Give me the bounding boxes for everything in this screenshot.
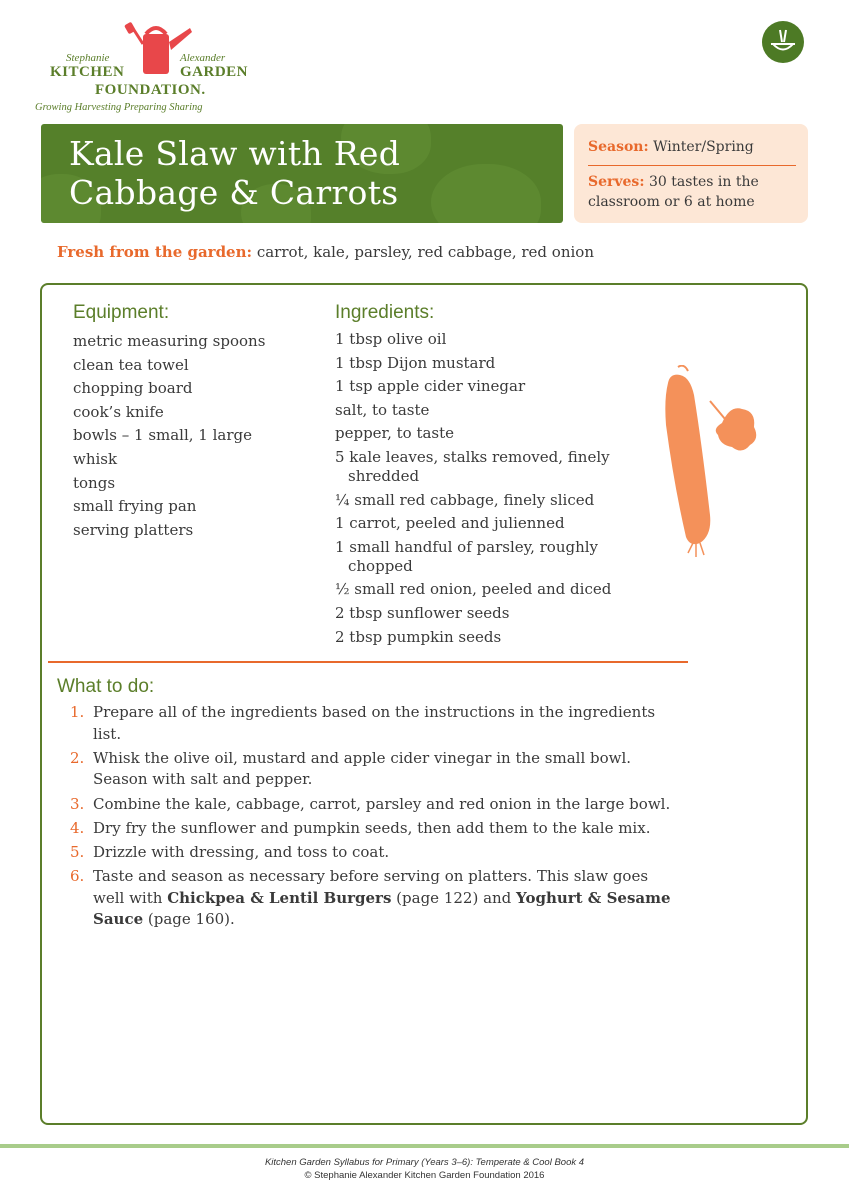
logo-word-kitchen: KITCHEN <box>50 64 125 80</box>
step-number: 4. <box>70 818 85 837</box>
step-item <box>70 702 680 745</box>
list-item: ¼ small red cabbage, finely sliced <box>335 490 595 509</box>
list-item: serving platters <box>73 520 194 539</box>
list-item: 1 tbsp Dijon mustard <box>335 353 496 372</box>
leaf-decoration <box>431 164 541 223</box>
step-item <box>70 866 680 931</box>
method-steps <box>70 702 680 934</box>
ingredients-heading: Ingredients: <box>335 302 435 323</box>
serves-row <box>588 166 796 212</box>
method-heading: What to do: <box>57 676 155 697</box>
list-item: ½ small red onion, peeled and diced <box>335 580 612 599</box>
step-item <box>70 748 680 791</box>
list-item: tongs <box>73 473 116 492</box>
list-item: 5 kale leaves, stalks removed, finely shredded <box>335 447 610 485</box>
carrot-icon <box>665 366 710 557</box>
ingredients-list <box>335 330 625 651</box>
season-label: Season: <box>588 139 649 155</box>
step-text: Whisk the olive oil, mustard and apple cider vinegar in the small bowl. Season with salt and pepper. <box>93 748 632 789</box>
list-item: cook’s knife <box>73 402 164 421</box>
fresh-label: Fresh from the garden: <box>57 243 253 261</box>
step-text: Drizzle with dressing, and toss to coat. <box>93 843 390 862</box>
step-text: (page 122) and <box>391 888 517 907</box>
foundation-logo <box>30 20 270 120</box>
list-item: 2 tbsp pumpkin seeds <box>335 627 502 646</box>
logo-word-foundation: FOUNDATION. <box>95 82 206 98</box>
step-text: Prepare all of the ingredients based on the instructions in the ingredients list. <box>93 703 656 743</box>
step-item <box>70 842 680 864</box>
carrot-parsley-illustration <box>660 365 760 560</box>
list-item: bowls – 1 small, 1 large <box>73 426 253 445</box>
step-item <box>70 818 680 840</box>
list-item: chopping board <box>73 379 193 398</box>
footer-divider <box>0 1144 849 1148</box>
list-item: small frying pan <box>73 497 197 516</box>
list-item: salt, to taste <box>335 400 430 419</box>
list-item: 1 tsp apple cider vinegar <box>335 377 526 396</box>
step-text: Dry fry the sunflower and pumpkin seeds, then add them to the kale mix. <box>93 818 651 837</box>
serves-value: 30 tastes in the classroom or 6 at home <box>588 174 759 210</box>
logo-tagline: Growing Harvesting Preparing Sharing <box>35 102 203 113</box>
step-text: (page 160). <box>143 910 235 929</box>
parsley-icon <box>710 401 756 451</box>
list-item: 1 carrot, peeled and julienned <box>335 514 565 533</box>
step-text: Taste and season as necessary before serving on platters. This slaw goes well with <box>93 867 649 907</box>
recipe-reference: Yoghurt & Sesame Sauce <box>93 888 671 929</box>
list-item: 2 tbsp sunflower seeds <box>335 603 510 622</box>
step-item <box>70 794 680 816</box>
page-title <box>69 134 429 212</box>
title-line-1: Kale Slaw with Red <box>69 134 401 173</box>
logo-script-right: Alexander <box>180 52 226 64</box>
title-banner <box>41 124 563 223</box>
fresh-value: carrot, kale, parsley, red cabbage, red onion <box>256 243 594 261</box>
fresh-from-garden <box>57 243 594 261</box>
step-number: 2. <box>70 748 85 767</box>
equipment-heading: Equipment: <box>73 302 170 323</box>
list-item: 1 tbsp olive oil <box>335 330 447 348</box>
list-item: clean tea towel <box>73 355 189 374</box>
step-number: 3. <box>70 794 85 813</box>
step-number: 5. <box>70 843 85 862</box>
serves-label: Serves: <box>588 174 645 190</box>
equipment-list <box>73 330 323 542</box>
title-line-2: Cabbage & Carrots <box>69 173 399 212</box>
list-item: metric measuring spoons <box>73 332 266 350</box>
season-row <box>588 137 796 166</box>
section-divider <box>48 661 688 663</box>
list-item: whisk <box>73 449 118 468</box>
season-value: Winter/Spring <box>653 139 754 155</box>
logo-word-garden: GARDEN <box>180 64 249 80</box>
season-box <box>574 124 808 223</box>
logo-script-left: Stephanie <box>66 52 110 64</box>
step-text: Combine the kale, cabbage, carrot, parsley and red onion in the large bowl. <box>93 794 671 813</box>
recipe-reference: Chickpea & Lentil Burgers <box>167 888 392 907</box>
step-number: 6. <box>70 867 85 886</box>
footer-copyright: © Stephanie Alexander Kitchen Garden Foundation 2016 <box>304 1170 545 1181</box>
bowl-utensils-icon <box>762 21 804 63</box>
step-number: 1. <box>70 703 85 721</box>
list-item: 1 small handful of parsley, roughly chopped <box>335 537 599 575</box>
list-item: pepper, to taste <box>335 424 455 443</box>
footer-book-title: Kitchen Garden Syllabus for Primary (Years 3–6): Temperate & Cool Book 4 <box>264 1157 585 1168</box>
